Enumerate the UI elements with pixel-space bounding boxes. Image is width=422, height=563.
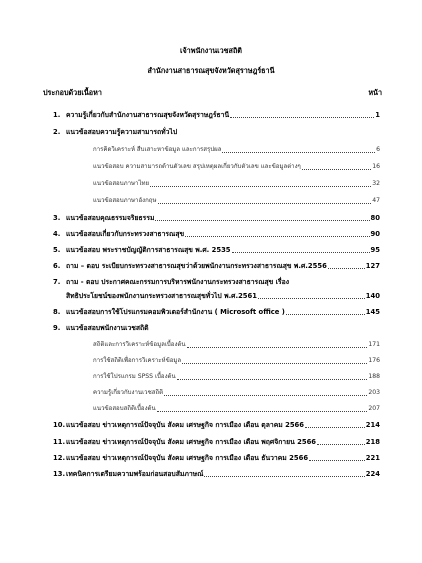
toc-page: 188 [368,373,380,380]
toc-page: 224 [365,470,380,478]
toc-number: 1. [53,111,61,119]
toc-page: 218 [365,438,380,446]
toc-subentry[interactable] [93,404,380,414]
toc-label: การคิดวิเคราะห์ สืบเสาะหาข้อมูล และการสรุปผล [93,146,222,153]
toc-label: แนวข้อสอบพนักงานเวชสถิติ [66,324,149,332]
toc-number: 11. [53,438,66,446]
leader-dots [317,443,365,445]
leader-dots [155,219,369,221]
toc-entry-12[interactable] [53,453,380,463]
toc-entry-1[interactable] [53,110,380,120]
toc-label: แนวข้อสอบ ความสามารถด้านตัวเลข สรุปเหตุผลเกี่ยวกับตัวเลข และข้อมูลต่างๆ [93,163,301,170]
toc-page: 171 [368,341,380,348]
toc-label: ถาม – ตอบ ระเบียบกระทรวงสาธารณสุขว่าด้วยพนักงานกระทรวงสาธารณสุข พ.ศ.2556 [66,262,327,270]
toc-entry-11[interactable] [53,437,380,447]
toc-entry-8[interactable] [53,307,380,317]
toc-page: 90 [370,230,380,238]
toc-subentry[interactable] [93,179,380,189]
toc-subentry[interactable] [93,145,380,155]
toc-page: 1 [375,111,380,119]
toc-subentry[interactable] [93,388,380,398]
toc-number: 6. [53,262,61,270]
toc-label: แนวข้อสอบ ข่าวเหตุการณ์ปัจจุบัน สังคม เศรษฐกิจ การเมือง เดือน ธันวาคม 2566 [66,454,309,462]
toc-label: แนวข้อสอบ ข่าวเหตุการณ์ปัจจุบัน สังคม เศรษฐกิจ การเมือง เดือน พฤศจิกายน 2566 [66,438,317,446]
toc-number: 12. [53,454,66,462]
toc-label: แนวข้อสอบคุณธรรมจริยธรรม [66,214,155,222]
toc-label: แนวข้อสอบภาษาไทย [93,180,150,187]
leader-dots [286,313,365,315]
toc-entry-9[interactable] [53,323,380,333]
toc-page: 176 [368,357,380,364]
toc-page: 214 [365,421,380,429]
toc-page: 6 [376,146,380,153]
toc-entry-2[interactable] [53,127,380,137]
toc-page: 145 [365,308,380,316]
leader-dots [232,251,370,253]
toc-label: แนวข้อสอบการใช้โปรแกรมคอมพิวเตอร์สำนักงาน ( Microsoft office ) [66,308,285,316]
toc-label: ความรู้เกี่ยวกับงานเวชสถิติ [93,389,164,396]
toc-entry-4[interactable] [53,229,380,239]
leader-dots [328,267,365,269]
toc-label: แนวข้อสอบภาษาอังกฤษ [93,197,157,204]
toc-label: แนวข้อสอบเกี่ยวกับกระทรวงสาธารณสุข [66,230,185,238]
toc-label: สถิติและการวิเคราะห์ข้อมูลเบื้องต้น [93,341,186,348]
toc-page: 32 [372,180,380,187]
leader-dots [164,394,367,396]
leader-dots [230,116,374,118]
toc-entry-3[interactable] [53,213,380,223]
toc-page: 221 [365,454,380,462]
toc-page: 16 [372,163,380,170]
toc-number: 7. [53,278,61,286]
toc-label: แนวข้อสอบสถิติเบื้องต้น [93,405,156,412]
toc-label: ถาม - ตอบ ประกาศคณะกรรมการบริหารพนักงานกระทรวงสาธารณสุข เรื่อง [66,278,290,286]
toc-number: 9. [53,324,61,332]
toc-subentry[interactable] [93,196,380,206]
contents-label: ประกอบด้วยเนื้อหา [43,88,102,97]
toc-entry-7-continued[interactable] [66,291,380,301]
toc-label: เทคนิคการเตรียมความพร้อมก่อนสอบสัมภาษณ์ [66,470,204,478]
toc-page: 207 [368,405,380,412]
leader-dots [309,459,365,461]
toc-subentry[interactable] [93,372,380,382]
toc-page: 95 [370,246,380,254]
toc-page: 47 [372,197,380,204]
toc-subentry[interactable] [93,340,380,350]
toc-page: 80 [370,214,380,222]
toc-number: 3. [53,214,61,222]
toc-number: 4. [53,230,61,238]
toc-page: 127 [365,262,380,270]
leader-dots [158,202,372,204]
toc-label: สิทธิประโยชน์ของพนักงานกระทรวงสาธารณสุขทั่วไป พ.ศ.2561 [66,292,257,300]
toc-subentry[interactable] [93,162,380,172]
leader-dots [177,378,368,380]
leader-dots [222,151,375,153]
toc-number: 10. [53,421,66,429]
leader-dots [182,362,367,364]
toc-label: แนวข้อสอบความรู้ความสามารถทั่วไป [66,128,178,136]
toc-entry-6[interactable] [53,261,380,271]
doc-subtitle: สำนักงานสาธารณสุขจังหวัดสุราษฎร์ธานี [147,66,275,75]
toc-label: การใช้โปรแกรม SPSS เบื้องต้น [93,373,176,380]
toc-number: 13. [53,470,66,478]
toc-entry-5[interactable] [53,245,380,255]
leader-dots [187,346,368,348]
toc-page: 140 [365,292,380,300]
leader-dots [185,235,369,237]
toc-label: แนวข้อสอบ พระราชบัญญัติการสาธารณสุข พ.ศ. 2535 [66,246,231,254]
toc-entry-13[interactable] [53,469,380,479]
toc-label: การใช้สถิติเพื่อการวิเคราะห์ข้อมูล [93,357,182,364]
doc-title: เจ้าพนักงานเวชสถิติ [180,46,242,55]
leader-dots [258,297,365,299]
leader-dots [305,426,365,428]
toc-number: 5. [53,246,61,254]
toc-entry-10[interactable] [53,420,380,430]
toc-number: 2. [53,128,61,136]
toc-number: 8. [53,308,61,316]
toc-entry-7[interactable] [53,277,380,287]
toc-page: 203 [368,389,380,396]
leader-dots [157,410,368,412]
page-column-label: หน้า [368,88,382,97]
leader-dots [150,185,371,187]
leader-dots [204,475,364,477]
leader-dots [302,168,371,170]
toc-label: แนวข้อสอบ ข่าวเหตุการณ์ปัจจุบัน สังคม เศรษฐกิจ การเมือง เดือน ตุลาคม 2566 [66,421,305,429]
toc-subentry[interactable] [93,356,380,366]
toc-label: ความรู้เกี่ยวกับสำนักงานสาธารณสุขจังหวัดสุราษฎร์ธานี [66,111,230,119]
